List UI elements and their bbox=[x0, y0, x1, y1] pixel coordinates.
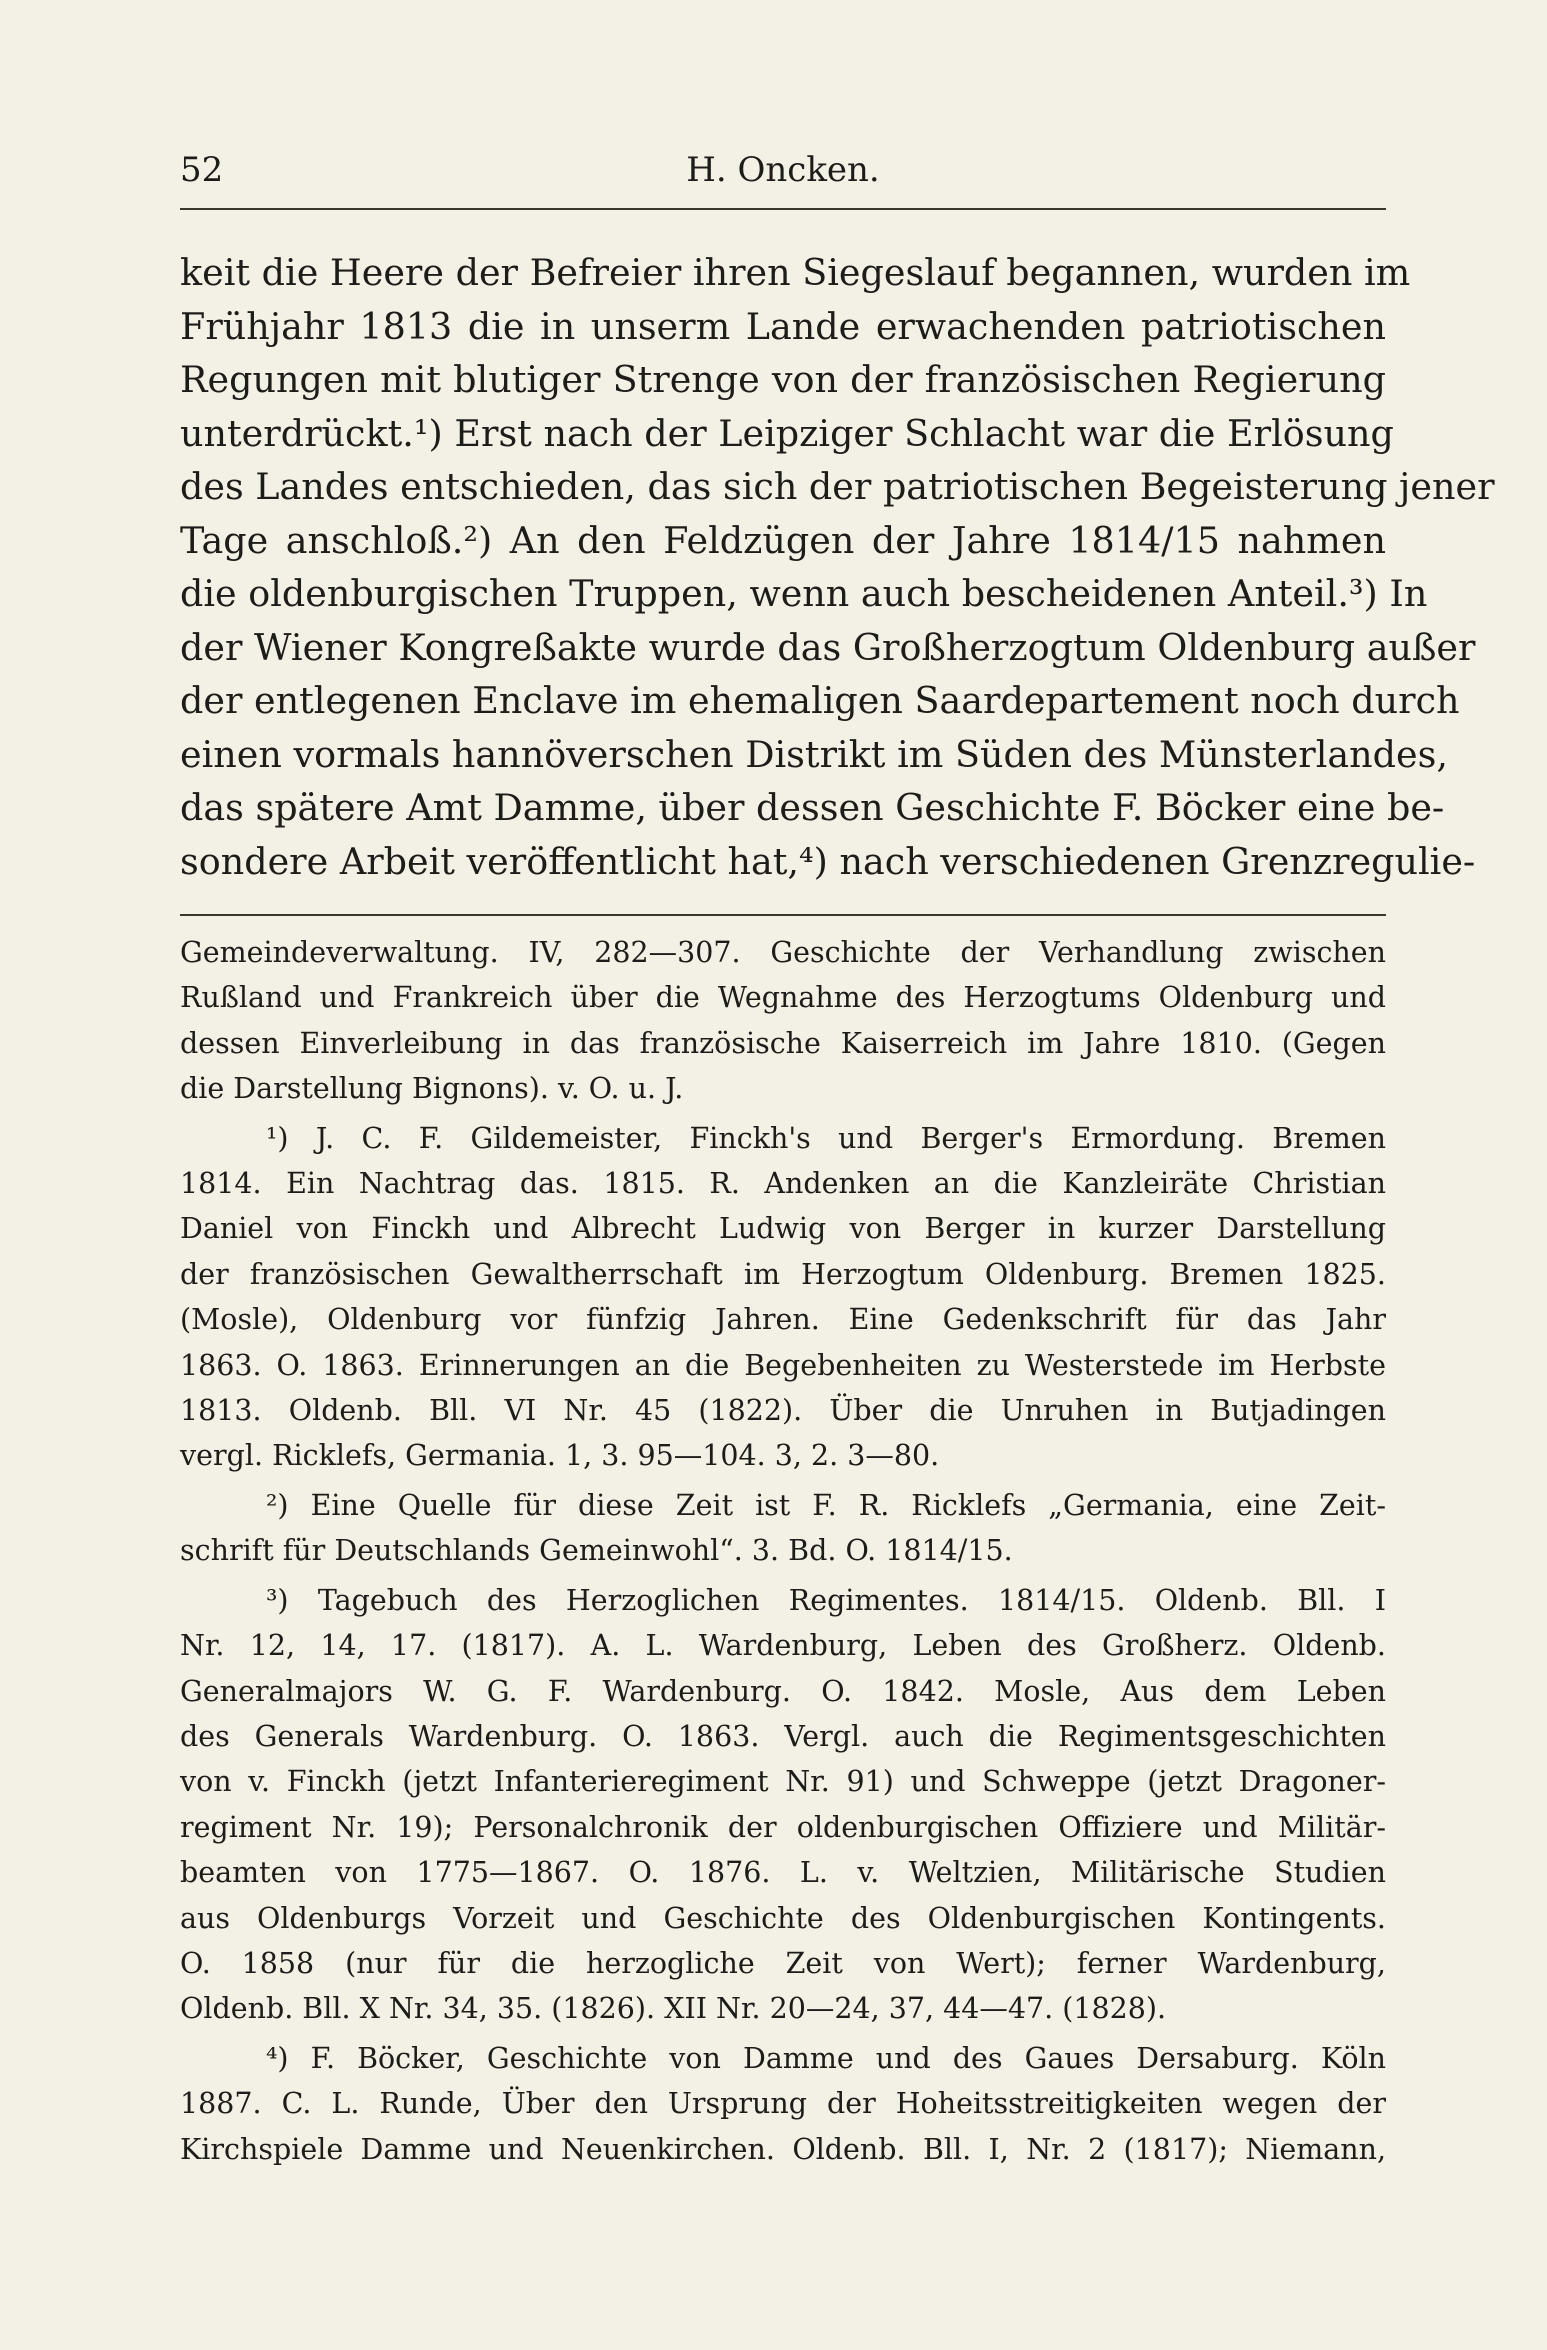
body-line: sondere Arbeit veröffentlicht hat,⁴) nach verschiedenen Grenzregulie- bbox=[180, 839, 1476, 883]
body-line: das spätere Amt Damme, über dessen Geschichte F. Böcker eine be- bbox=[180, 786, 1445, 829]
footnote-2 bbox=[180, 1483, 1386, 1574]
footnote-line: 1813. Oldenb. Bll. VI Nr. 45 (1822). Über die Unruhen in Butjadingen bbox=[180, 1394, 1386, 1428]
footnote-line: Daniel von Finckh und Albrecht Ludwig von Berger in kurzer Darstellung bbox=[180, 1212, 1386, 1246]
footnote-continued bbox=[180, 930, 1386, 1112]
footnote-line: (Mosle), Oldenburg vor fünfzig Jahren. Eine Gedenkschrift für das Jahr bbox=[180, 1303, 1386, 1337]
footnote-1 bbox=[180, 1116, 1386, 1479]
body-line: Tage anschloß.²) An den Feldzügen der Jahre 1814/15 nahmen bbox=[180, 518, 1386, 562]
body-line: Frühjahr 1813 die in unserm Lande erwachenden patriotischen bbox=[180, 304, 1386, 348]
body-line: der Wiener Kongreßakte wurde das Großherzogtum Oldenburg außer bbox=[180, 625, 1476, 669]
page-number: 52 bbox=[180, 150, 224, 190]
footnote-line: O. 1858 (nur für die herzogliche Zeit von Wert); ferner Wardenburg, bbox=[180, 1946, 1386, 1980]
body-line: Regungen mit blutiger Strenge von der französischen Regierung bbox=[180, 358, 1386, 401]
body-line: die oldenburgischen Truppen, wenn auch bescheidenen Anteil.³) In bbox=[180, 572, 1428, 615]
footnote-line: des Generals Wardenburg. O. 1863. Vergl. auch die Regimentsgeschichten bbox=[180, 1719, 1386, 1753]
footnote-line: Generalmajors W. G. F. Wardenburg. O. 1842. Mosle, Aus dem Leben bbox=[180, 1674, 1386, 1708]
footnote-line: der französischen Gewaltherrschaft im Herzogtum Oldenburg. Bremen 1825. bbox=[180, 1257, 1386, 1291]
footnote-line: dessen Einverleibung in das französische Kaiserreich im Jahre 1810. (Gegen bbox=[180, 1026, 1386, 1060]
footnote-line: Rußland und Frankreich über die Wegnahme des Herzogtums Oldenburg und bbox=[180, 981, 1386, 1015]
footnote-line: ⁴) F. Böcker, Geschichte von Damme und des Gaues Dersaburg. Köln bbox=[266, 2041, 1386, 2075]
body-line: keit die Heere der Befreier ihren Siegeslauf begannen, wurden im bbox=[180, 251, 1411, 294]
footnote-line: ²) Eine Quelle für diese Zeit ist F. R. Ricklefs „Germania, eine Zeit- bbox=[266, 1488, 1386, 1522]
footnote-line: von v. Finckh (jetzt Infanterieregiment Nr. 91) und Schweppe (jetzt Dragoner- bbox=[180, 1765, 1386, 1799]
footnote-line: Oldenb. Bll. X Nr. 34, 35. (1826). XII Nr. 20—24, 37, 44—47. (1828). bbox=[180, 1992, 1167, 2026]
running-head: H. Oncken. bbox=[686, 150, 880, 190]
footnote-line: 1814. Ein Nachtrag das. 1815. R. Andenken an die Kanzleiräte Christian bbox=[180, 1167, 1386, 1201]
footnote-line: vergl. Ricklefs, Germania. 1, 3. 95—104. 3, 2. 3—80. bbox=[180, 1439, 940, 1473]
footnote-line: Kirchspiele Damme und Neuenkirchen. Oldenb. Bll. I, Nr. 2 (1817); Niemann, bbox=[180, 2132, 1386, 2166]
footnote-rule bbox=[180, 914, 1386, 916]
book-page bbox=[180, 150, 1495, 2172]
footnote-line: Nr. 12, 14, 17. (1817). A. L. Wardenburg, Leben des Großherz. Oldenb. bbox=[180, 1629, 1386, 1663]
footnote-line: schrift für Deutschlands Gemeinwohl“. 3. Bd. O. 1814/15. bbox=[180, 1534, 1013, 1568]
footnote-line: die Darstellung Bignons). v. O. u. J. bbox=[180, 1072, 684, 1106]
footnote-4 bbox=[180, 2036, 1386, 2172]
footnote-line: 1863. O. 1863. Erinnerungen an die Begebenheiten zu Westerstede im Herbste bbox=[180, 1348, 1386, 1382]
footnote-line: regiment Nr. 19); Personalchronik der oldenburgischen Offiziere und Militär- bbox=[180, 1810, 1386, 1844]
footnote-line: ³) Tagebuch des Herzoglichen Regimentes. 1814/15. Oldenb. Bll. I bbox=[266, 1583, 1386, 1617]
footnote-line: ¹) J. C. F. Gildemeister, Finckh's und Berger's Ermordung. Bremen bbox=[266, 1121, 1386, 1155]
main-text bbox=[180, 246, 1495, 888]
page-header bbox=[180, 150, 1386, 194]
body-line: einen vormals hannöverschen Distrikt im Süden des Münsterlandes, bbox=[180, 732, 1448, 776]
footnote-line: beamten von 1775—1867. O. 1876. L. v. Weltzien, Militärische Studien bbox=[180, 1856, 1386, 1890]
footnote-line: Gemeindeverwaltung. IV, 282—307. Geschichte der Verhandlung zwischen bbox=[180, 936, 1386, 969]
footnote-line: 1887. C. L. Runde, Über den Ursprung der Hoheitsstreitigkeiten wegen der bbox=[180, 2087, 1386, 2121]
body-line: unterdrückt.¹) Erst nach der Leipziger Schlacht war die Erlösung bbox=[180, 411, 1394, 455]
body-line: des Landes entschieden, das sich der patriotischen Begeisterung jener bbox=[180, 465, 1495, 508]
footnotes bbox=[180, 930, 1386, 2172]
footnote-line: aus Oldenburgs Vorzeit und Geschichte des Oldenburgischen Kontingents. bbox=[180, 1901, 1386, 1935]
footnote-3 bbox=[180, 1578, 1386, 2032]
header-rule bbox=[180, 208, 1386, 210]
body-line: der entlegenen Enclave im ehemaligen Saardepartement noch durch bbox=[180, 679, 1460, 722]
